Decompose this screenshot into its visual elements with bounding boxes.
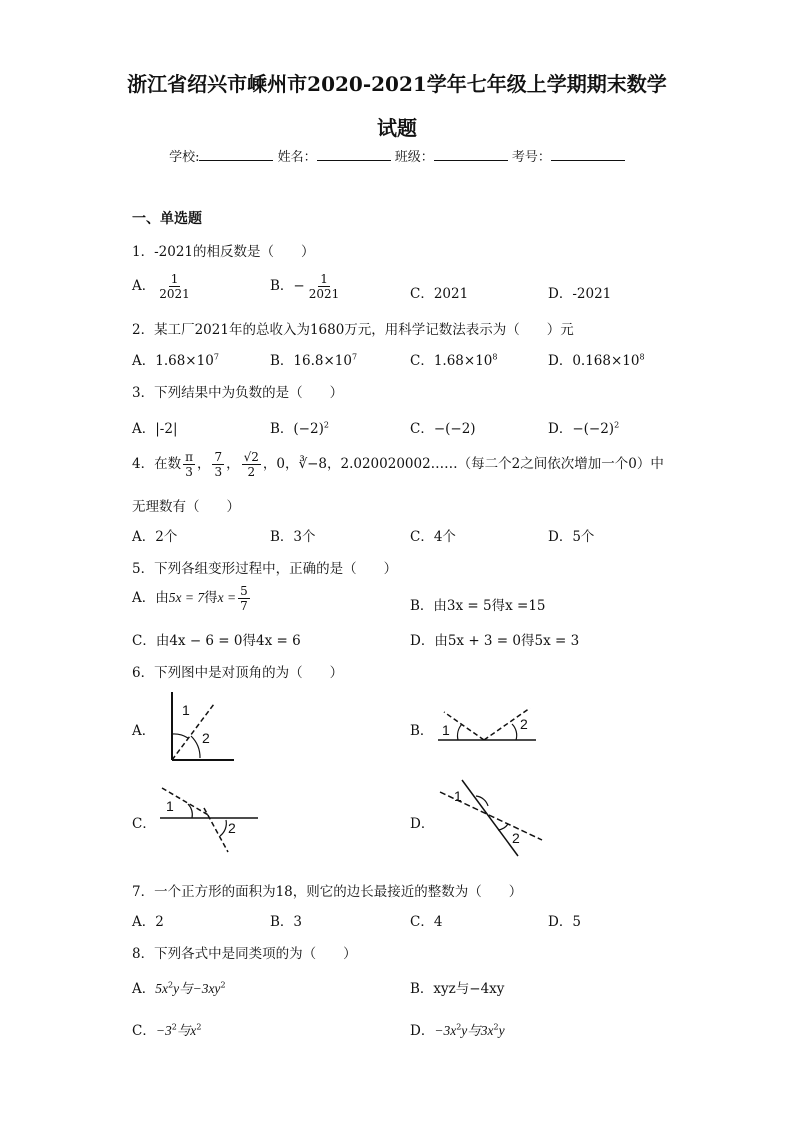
q1-a-fraction: $\frac{1}{2021}$ xyxy=(159,272,190,301)
q4-frac-3: $\frac{√2}{2}$ xyxy=(243,450,259,479)
q4-option-c: C．4个 xyxy=(410,529,456,545)
q3-option-c: C．−(−2) xyxy=(410,421,476,437)
q5-option-b: B．由3x = 5得x =15 xyxy=(410,598,546,614)
name-label: 姓名： xyxy=(277,150,317,165)
name-blank[interactable] xyxy=(317,148,391,161)
q4-option-a: A．2个 xyxy=(132,529,178,545)
q2-option-a: A．$1.68\times 10^7$ xyxy=(132,352,219,369)
q2-stem: 2．某工厂2021年的总收入为1680万元，用科学记数法表示为（ ）元 xyxy=(132,322,574,338)
q1-stem: 1．-2021的相反数是（ ） xyxy=(132,244,315,260)
q6-stem: 6．下列图中是对顶角的为（ ） xyxy=(132,665,344,681)
q5-option-a: A．由5x = 7得x = $\frac{5}{7}$ xyxy=(132,584,248,613)
q8-option-d: D．$-3x^2y$与$3x^2y$ xyxy=(410,1022,505,1039)
q4-stem-line2: 无理数有（ ） xyxy=(132,499,240,515)
q7-stem: 7．一个正方形的面积为18，则它的边长最接近的整数为（ ） xyxy=(132,884,523,900)
q6-option-b-label: B． xyxy=(410,723,434,739)
q5-option-c: C．由4x − 6 = 0得4x = 6 xyxy=(132,633,301,649)
figure-c-svg xyxy=(158,784,262,854)
title-line-2: 试题 xyxy=(377,116,417,140)
exam-no-label: 考号： xyxy=(511,150,551,165)
q1-option-a: A． $\frac{1}{2021}$ xyxy=(132,272,190,301)
figure-a-svg xyxy=(158,690,238,765)
q3-option-a: A．|-2| xyxy=(132,421,178,437)
q2-option-c: C．$1.68\times 10^8$ xyxy=(410,352,498,369)
q3-option-b: B．$(-2)^2$ xyxy=(270,420,329,437)
section-heading: 一、单选题 xyxy=(132,211,202,227)
q1-option-c: C．2021 xyxy=(410,286,469,302)
figure-d-svg xyxy=(436,778,548,858)
q7-option-d: D．5 xyxy=(548,914,581,930)
q7-option-c: C．4 xyxy=(410,914,443,930)
q6-figure-b: 1 2 xyxy=(430,700,542,750)
q2-option-d: D．$0.168\times 10^8$ xyxy=(548,352,645,369)
title-line-1: 浙江省绍兴市嵊州市2020-2021学年七年级上学期期末数学 xyxy=(127,72,667,96)
class-blank[interactable] xyxy=(434,148,508,161)
q8-option-c: C．$-3^2$与$x^2$ xyxy=(132,1022,202,1039)
q6-option-a-label: A． xyxy=(132,723,156,739)
q1-b-fraction: $\frac{1}{2021}$ xyxy=(308,272,340,301)
q7-option-b: B．3 xyxy=(270,914,303,930)
q3-stem: 3．下列结果中为负数的是（ ） xyxy=(132,385,344,401)
q8-option-a: A．$5x^2y$与$-3xy^2$ xyxy=(132,980,226,997)
class-label: 班级： xyxy=(394,150,434,165)
q5-stem: 5．下列各组变形过程中，正确的是（ ） xyxy=(132,561,398,577)
q8-option-b: B．xyz与−4xy xyxy=(410,981,505,997)
q6-figure-a: 1 2 xyxy=(158,690,238,765)
q1-option-d: D．-2021 xyxy=(548,286,612,302)
q4-frac-1: $\frac{\pi}{3}$ xyxy=(185,450,193,479)
q1-option-b: B．− $\frac{1}{2021}$ xyxy=(270,272,340,301)
q6-option-c-label: C． xyxy=(132,816,156,832)
exam-no-blank[interactable] xyxy=(551,148,625,161)
school-label: 学校: xyxy=(169,150,200,165)
q7-option-a: A．2 xyxy=(132,914,164,930)
q4-frac-2: $\frac{7}{3}$ xyxy=(214,450,223,479)
school-blank[interactable] xyxy=(199,148,273,161)
q2-option-b: B．$16.8\times 10^7$ xyxy=(270,352,358,369)
q5-option-d: D．由5x + 3 = 0得5x = 3 xyxy=(410,633,580,649)
q4-stem: 4．在数 $\frac{\pi}{3}$ ， $\frac{7}{3}$ ， $\frac{√2}{2}$ ，0，∛−8，2.020020002……（每二个2之间依次增加一个0）中 xyxy=(132,450,664,479)
q6-figure-d: 1 2 xyxy=(436,778,548,858)
q3-option-d: D．$-(-2)^2$ xyxy=(548,420,620,437)
q6-option-d-label: D． xyxy=(410,816,435,832)
q6-figure-c: 1 2 xyxy=(158,784,262,854)
q8-stem: 8．下列各式中是同类项的为（ ） xyxy=(132,946,357,962)
q4-option-d: D．5个 xyxy=(548,529,595,545)
student-info-line xyxy=(0,146,794,165)
q4-option-b: B．3个 xyxy=(270,529,316,545)
q5-a-fraction: $\frac{5}{7}$ xyxy=(240,584,248,613)
